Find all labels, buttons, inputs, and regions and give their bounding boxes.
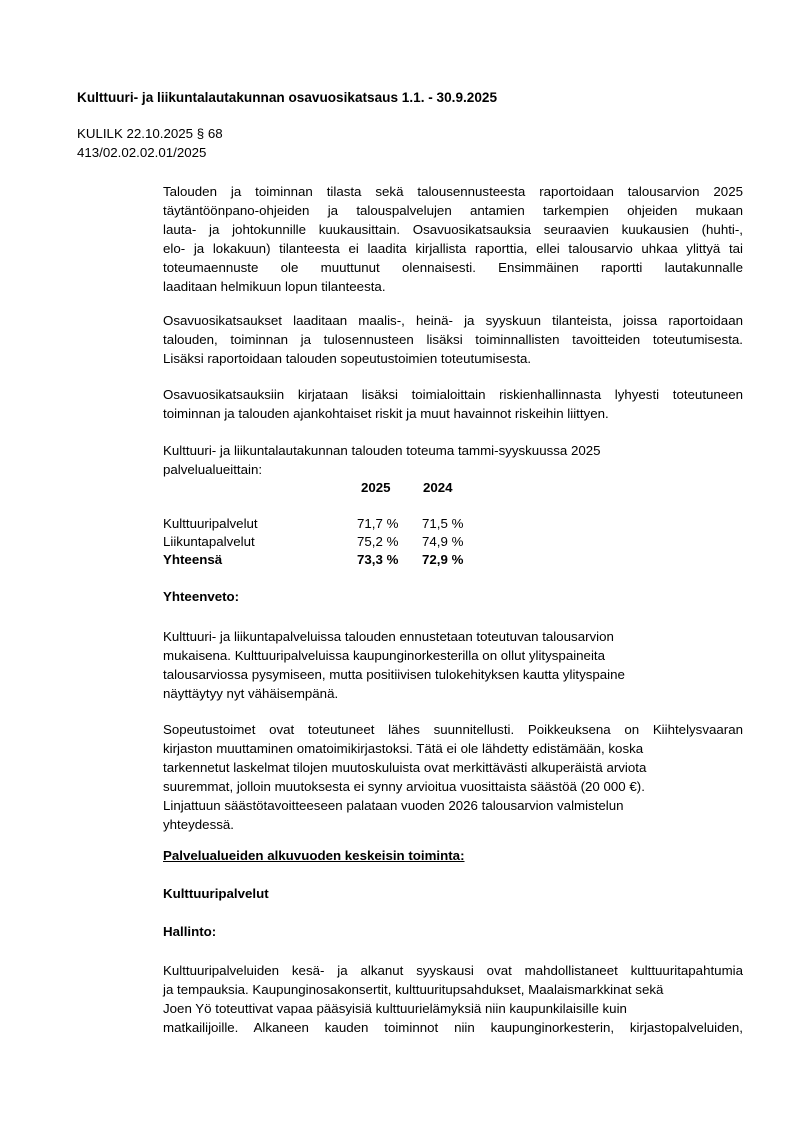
- text-line: Kulttuuri- ja liikuntapalveluissa talouden ennustetaan toteutuvan talousarvion: [163, 629, 614, 644]
- table-total-row: [163, 551, 563, 569]
- text-line: talouden, toiminnan ja tulosennusteen lisäksi toiminnallisten tavoitteiden toteutumisesta.: [163, 332, 743, 347]
- row-label: Liikuntapalvelut: [163, 534, 255, 549]
- paragraph-culture-administration: [163, 961, 743, 1037]
- paragraph-summary-forecast: [163, 627, 743, 703]
- text-line: suuremmat, jolloin muutoksesta ei synny arvioitua vuosittaista säästöä (20 000 €).: [163, 779, 645, 794]
- text-line: Joen Yö toteuttivat vapaa pääsyisiä kulttuurielämyksiä niin kaupunkilaisille kuin: [163, 1001, 627, 1016]
- value-2025: 75,2 %: [357, 534, 399, 549]
- text-line: täytäntöönpano-ohjeiden ja talouspalvelujen antamien tarkempien ohjeiden mukaan: [163, 203, 743, 218]
- text-line: Osavuosikatsauksiin kirjataan lisäksi toimialoittain riskienhallinnasta lyhyesti toteutuneen: [163, 387, 743, 402]
- summary-heading: Yhteenveto:: [163, 589, 240, 604]
- text-line: Kulttuuri- ja liikuntalautakunnan talouden toteuma tammi-syyskuussa 2025: [163, 443, 601, 458]
- value-2025: 73,3 %: [357, 552, 399, 567]
- paragraph-reporting-intro: [163, 182, 743, 296]
- meeting-reference: KULILK 22.10.2025 § 68: [77, 126, 223, 141]
- text-line: lauta- ja johtokunnille kuukausittain. Osavuosikatsauksia seuraavien kuukausien (huhti-,: [163, 222, 743, 237]
- column-header-2025: 2025: [361, 480, 391, 495]
- value-2024: 71,5 %: [422, 516, 464, 531]
- text-line: elo- ja lokakuun) tilanteesta ei laadita kirjallista raporttia, ellei talousarvio uhkaa ylittyä tai: [163, 241, 743, 256]
- text-line: matkailijoille. Alkaneen kauden toiminnot niin kaupunginorkesterin, kirjastopalveluiden,: [163, 1020, 743, 1035]
- paragraph-interim-reports: [163, 311, 743, 368]
- column-header-2024: 2024: [423, 480, 453, 495]
- paragraph-risk-management: [163, 385, 743, 423]
- text-line: mukaisena. Kulttuuripalveluissa kaupunginorkesterilla on ollut ylityspaineita: [163, 648, 605, 663]
- text-line: näyttäytyy nyt vähäisempänä.: [163, 686, 339, 701]
- paragraph-adjustment-measures: [163, 720, 743, 834]
- text-line: toiminnan ja talouden ajankohtaiset riskit ja muut havainnot riskeihin liittyen.: [163, 406, 609, 421]
- document-title: Kulttuuri- ja liikuntalautakunnan osavuosikatsaus 1.1. - 30.9.2025: [77, 90, 498, 105]
- text-line: tarkennetut laskelmat tilojen muutoskuluista ovat merkittävästi alkuperäistä arviota: [163, 760, 647, 775]
- text-line: Talouden ja toiminnan tilasta sekä talousennusteesta raportoidaan talousarvion 2025: [163, 184, 743, 199]
- table-header-row: [163, 479, 563, 497]
- text-line: yhteydessä.: [163, 817, 234, 832]
- text-line: Linjattuun säästötavoitteeseen palataan vuoden 2026 talousarvion valmistelun: [163, 798, 624, 813]
- text-line: Lisäksi raportoidaan talouden sopeutustoimien toteutumisesta.: [163, 351, 532, 366]
- culture-services-heading: Kulttuuripalvelut: [163, 886, 269, 901]
- row-label: Yhteensä: [163, 552, 223, 567]
- text-line: toteumaennuste ole muuttunut olennaisesti. Ensimmäinen raportti lautakunnalle: [163, 260, 743, 275]
- paragraph-table-intro: [163, 441, 743, 479]
- table-row: [163, 533, 563, 551]
- administration-heading: Hallinto:: [163, 924, 217, 939]
- text-line: Osavuosikatsaukset laaditaan maalis-, heinä- ja syyskuun tilanteista, joissa raportoidaan: [163, 313, 743, 328]
- table-row: [163, 515, 563, 533]
- text-line: Sopeutustoimet ovat toteutuneet lähes suunnitellusti. Poikkeuksena on Kiihtelysvaaran: [163, 722, 743, 737]
- text-line: laaditaan helmikuun lopun tilanteesta.: [163, 279, 386, 294]
- text-line: Kulttuuripalveluiden kesä- ja alkanut syyskausi ovat mahdollistaneet kulttuuritapahtumia: [163, 963, 743, 978]
- value-2024: 74,9 %: [422, 534, 464, 549]
- record-number: 413/02.02.02.01/2025: [77, 145, 207, 160]
- value-2024: 72,9 %: [422, 552, 464, 567]
- text-line: talousarviossa pysymiseen, mutta positiivisen tulokehityksen kautta ylityspaine: [163, 667, 625, 682]
- row-label: Kulttuuripalvelut: [163, 516, 258, 531]
- activities-heading: Palvelualueiden alkuvuoden keskeisin toiminta:: [163, 848, 465, 863]
- value-2025: 71,7 %: [357, 516, 399, 531]
- text-line: palvelualueittain:: [163, 462, 263, 477]
- text-line: ja tempauksia. Kaupunginosakonsertit, kulttuuritupsahdukset, Maalaismarkkinat sekä: [163, 982, 664, 997]
- text-line: kirjaston muuttaminen omatoimikirjastoksi. Tätä ei ole lähdetty edistämään, koska: [163, 741, 644, 756]
